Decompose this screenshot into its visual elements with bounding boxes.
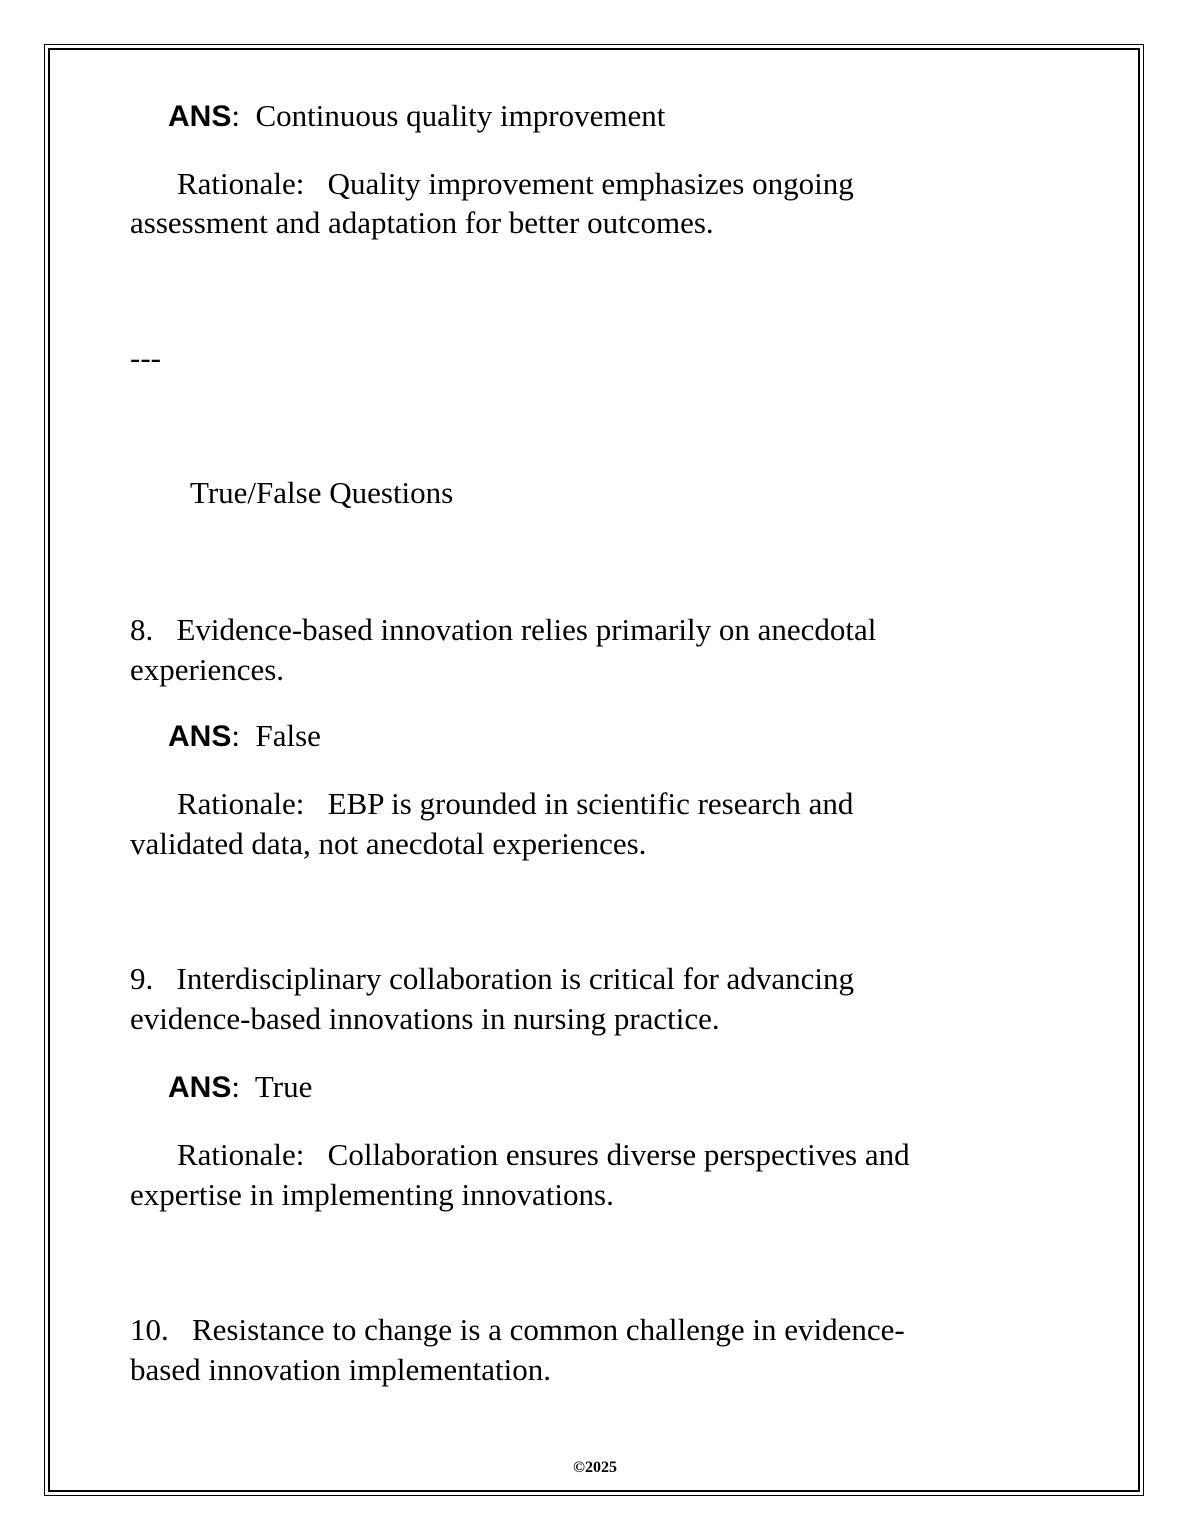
q7-answer: ANS: Continuous quality improvement [168, 98, 666, 133]
copyright-footer: ©2025 [573, 1459, 617, 1476]
q7-answer-text: Continuous quality improvement [255, 98, 666, 133]
q8-question-text1: Evidence-based innovation relies primarily on anecdotal [176, 612, 877, 647]
q9-rationale-line2: expertise in implementing innovations. [130, 1177, 614, 1212]
rationale-label: Rationale: [177, 786, 305, 821]
answer-label: ANS [168, 720, 232, 753]
q8-rationale-line1 [177, 784, 853, 824]
q10-question-line1 [130, 1310, 905, 1350]
q9-rationale-line1 [177, 1135, 910, 1175]
q7-rationale-line1 [177, 164, 854, 204]
q9-question-text1: Interdisciplinary collaboration is critical for advancing [176, 961, 854, 996]
q8-rationale-line2: validated data, not anecdotal experiences. [130, 826, 647, 861]
separator: --- [130, 340, 161, 375]
q8-number: 8. [130, 612, 154, 647]
q10-question-text1: Resistance to change is a common challenge in evidence- [192, 1312, 905, 1347]
q9-answer: ANS: True [168, 1069, 313, 1104]
rationale-label: Rationale: [177, 166, 305, 201]
rationale-label: Rationale: [177, 1137, 305, 1172]
q7-rationale-text1: Quality improvement emphasizes ongoing [327, 166, 854, 201]
q8-question-line1 [130, 610, 876, 650]
q9-answer-text: True [254, 1069, 313, 1104]
section-title: True/False Questions [190, 475, 454, 510]
q8-rationale-text1: EBP is grounded in scientific research and [327, 786, 854, 821]
answer-label: ANS [168, 1071, 232, 1104]
q9-number: 9. [130, 961, 154, 996]
q8-answer-text: False [255, 718, 321, 753]
q7-rationale-line2: assessment and adaptation for better outcomes. [130, 205, 714, 240]
q10-number: 10. [130, 1312, 169, 1347]
q9-question-line2: evidence-based innovations in nursing practice. [130, 1001, 720, 1036]
q9-question-line1 [130, 959, 854, 999]
answer-label: ANS [168, 100, 232, 133]
q9-rationale-text1: Collaboration ensures diverse perspectives and [327, 1137, 910, 1172]
q8-question-line2: experiences. [130, 652, 285, 687]
q8-answer: ANS: False [168, 718, 321, 753]
page-border-inner [48, 48, 1140, 1492]
q10-question-line2: based innovation implementation. [130, 1352, 551, 1387]
